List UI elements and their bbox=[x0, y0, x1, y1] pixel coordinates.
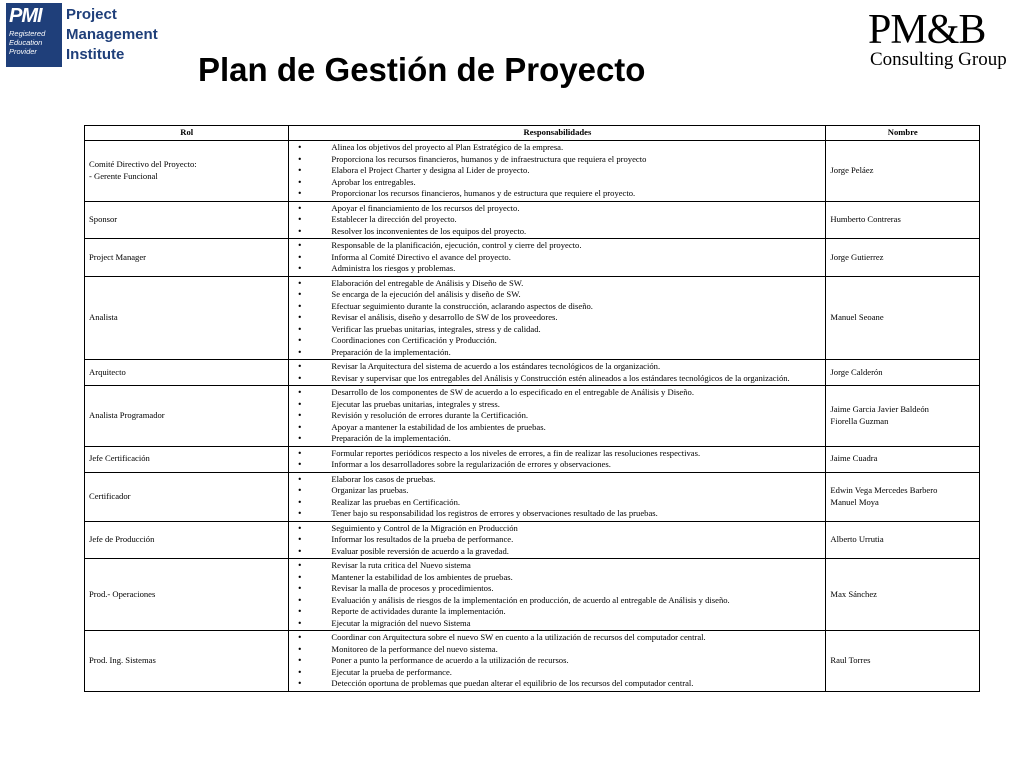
responsibility-list bbox=[293, 523, 821, 558]
responsibility-item: • Organizar las pruebas. bbox=[293, 485, 821, 497]
responsibilities-cell bbox=[289, 472, 826, 521]
name-cell: Alberto Urrutia bbox=[826, 521, 980, 559]
role-cell: Arquitecto bbox=[85, 360, 289, 386]
responsibility-item: • Responsable de la planificación, ejecución, control y cierre del proyecto. bbox=[293, 240, 821, 252]
role-cell: Sponsor bbox=[85, 201, 289, 239]
responsibilities-cell bbox=[289, 276, 826, 360]
responsibility-list bbox=[293, 361, 821, 384]
role-cell: Comité Directivo del Proyecto: - Gerente Funcional bbox=[85, 141, 289, 202]
responsibility-item: • Revisar la ruta critica del Nuevo sistema bbox=[293, 560, 821, 572]
pmi-logo-text-line: Management bbox=[66, 26, 158, 43]
responsibility-list bbox=[293, 203, 821, 238]
responsibility-item: • Ejecutar la migración del nuevo Sistema bbox=[293, 618, 821, 630]
table-body bbox=[85, 141, 980, 692]
pmi-logo-mark-text: PMI bbox=[9, 5, 42, 27]
responsibility-item: • Desarrollo de los componentes de SW de acuerdo a lo especificado en el entregable de Análisis y Diseño. bbox=[293, 387, 821, 399]
pmi-logo bbox=[6, 3, 158, 67]
pmi-logo-text-line: Project bbox=[66, 6, 117, 23]
responsibilities-cell bbox=[289, 559, 826, 631]
responsibility-item: • Detección oportuna de problemas que puedan alterar el equilibrio de los recursos del computador central. bbox=[293, 678, 821, 690]
responsibility-item: • Monitoreo de la performance del nuevo sistema. bbox=[293, 644, 821, 656]
responsibilities-cell bbox=[289, 239, 826, 277]
column-header-responsabilidades: Responsabilidades bbox=[289, 126, 826, 141]
responsibility-item: • Informar a los desarrolladores sobre la regularización de errores y observaciones. bbox=[293, 459, 821, 471]
responsibility-item: • Revisión y resolución de errores durante la Certificación. bbox=[293, 410, 821, 422]
responsibility-list bbox=[293, 387, 821, 445]
pmi-logo-sub-line: Registered bbox=[9, 29, 46, 38]
responsibility-item: • Resolver los inconvenientes de los equipos del proyecto. bbox=[293, 226, 821, 238]
responsibility-list bbox=[293, 448, 821, 471]
responsibility-item: • Realizar las pruebas en Certificación. bbox=[293, 497, 821, 509]
responsibility-item: • Mantener la estabilidad de los ambientes de pruebas. bbox=[293, 572, 821, 584]
responsibility-list bbox=[293, 474, 821, 520]
table-row bbox=[85, 276, 980, 360]
responsibility-item: • Informar los resultados de la prueba de performance. bbox=[293, 534, 821, 546]
table-row bbox=[85, 521, 980, 559]
name-cell: Humberto Contreras bbox=[826, 201, 980, 239]
name-cell: Jorge Calderón bbox=[826, 360, 980, 386]
table-row bbox=[85, 239, 980, 277]
column-header-rol: Rol bbox=[85, 126, 289, 141]
responsibility-list bbox=[293, 632, 821, 690]
responsibilities-cell bbox=[289, 141, 826, 202]
responsibilities-cell bbox=[289, 521, 826, 559]
table-row bbox=[85, 559, 980, 631]
column-header-nombre: Nombre bbox=[826, 126, 980, 141]
responsibility-item: • Tener bajo su responsabilidad los registros de errores y observaciones resultado de las pruebas. bbox=[293, 508, 821, 520]
responsibility-item: • Apoyar a mantener la estabilidad de los ambientes de pruebas. bbox=[293, 422, 821, 434]
responsibility-item: • Formular reportes periódicos respecto a los niveles de errores, a fin de realizar las resoluciones respectivas. bbox=[293, 448, 821, 460]
name-cell: Jaime Garcia Javier Baldeón Fiorella Guzman bbox=[826, 386, 980, 447]
responsibilities-cell bbox=[289, 360, 826, 386]
responsibilities-cell bbox=[289, 446, 826, 472]
responsibility-item: • Reporte de actividades durante la implementación. bbox=[293, 606, 821, 618]
responsibility-list bbox=[293, 560, 821, 629]
name-cell: Jorge Gutierrez bbox=[826, 239, 980, 277]
responsibility-item: • Seguimiento y Control de la Migración en Producción bbox=[293, 523, 821, 535]
table-row bbox=[85, 386, 980, 447]
responsibility-item: • Revisar la Arquitectura del sistema de acuerdo a los estándares tecnológicos de la organización. bbox=[293, 361, 821, 373]
responsibility-item: • Elaborar los casos de pruebas. bbox=[293, 474, 821, 486]
responsibility-item: • Coordinaciones con Certificación y Producción. bbox=[293, 335, 821, 347]
responsibility-item: • Efectuar seguimiento durante la construcción, aclarando aspectos de diseño. bbox=[293, 301, 821, 313]
responsibility-table bbox=[84, 125, 980, 692]
responsibility-item: • Evaluación y análisis de riesgos de la implementación en producción, de acuerdo al entregable de Análisis y diseño. bbox=[293, 595, 821, 607]
table-header-row bbox=[85, 126, 980, 141]
pmi-logo-text-line: Institute bbox=[66, 46, 125, 63]
responsibility-item: • Establecer la dirección del proyecto. bbox=[293, 214, 821, 226]
responsibility-list bbox=[293, 142, 821, 200]
pmb-logo-sub: Consulting Group bbox=[870, 49, 1007, 70]
responsibilities-cell bbox=[289, 201, 826, 239]
name-cell: Jaime Cuadra bbox=[826, 446, 980, 472]
role-cell: Analista bbox=[85, 276, 289, 360]
responsibility-list bbox=[293, 240, 821, 275]
responsibility-item: • Alinea los objetivos del proyecto al Plan Estratégico de la empresa. bbox=[293, 142, 821, 154]
responsibility-item: • Elabora el Project Charter y designa al Lider de proyecto. bbox=[293, 165, 821, 177]
pmi-logo-text bbox=[66, 5, 158, 65]
pmi-logo-sub-line: Provider bbox=[9, 47, 37, 56]
role-cell: Prod.- Operaciones bbox=[85, 559, 289, 631]
role-cell: Certificador bbox=[85, 472, 289, 521]
role-cell: Jefe Certificación bbox=[85, 446, 289, 472]
name-cell: Max Sánchez bbox=[826, 559, 980, 631]
responsibility-item: • Coordinar con Arquitectura sobre el nuevo SW en cuento a la utilización de recursos del computador central. bbox=[293, 632, 821, 644]
responsibility-item: • Informa al Comité Directivo el avance del proyecto. bbox=[293, 252, 821, 264]
name-cell: Jorge Peláez bbox=[826, 141, 980, 202]
responsibility-item: • Evaluar posible reversión de acuerdo a la gravedad. bbox=[293, 546, 821, 558]
table-row bbox=[85, 201, 980, 239]
table-row bbox=[85, 446, 980, 472]
table-row bbox=[85, 472, 980, 521]
responsibility-item: • Revisar el análisis, diseño y desarrollo de SW de los proveedores. bbox=[293, 312, 821, 324]
responsibility-item: • Revisar la malla de procesos y procedimientos. bbox=[293, 583, 821, 595]
responsibility-item: • Preparación de la implementación. bbox=[293, 347, 821, 359]
pmi-logo-mark bbox=[6, 3, 62, 67]
table-row bbox=[85, 360, 980, 386]
pmi-logo-sub bbox=[9, 29, 45, 56]
responsibility-item: • Elaboración del entregable de Análisis y Diseño de SW. bbox=[293, 278, 821, 290]
responsibility-item: • Verificar las pruebas unitarias, integrales, stress y de calidad. bbox=[293, 324, 821, 336]
responsibility-item: • Revisar y supervisar que los entregables del Análisis y Construcción estén alineados a los estándares tecnológicos de la organización. bbox=[293, 373, 821, 385]
role-cell: Prod. Ing. Sistemas bbox=[85, 631, 289, 692]
name-cell: Manuel Seoane bbox=[826, 276, 980, 360]
name-cell: Edwin Vega Mercedes Barbero Manuel Moya bbox=[826, 472, 980, 521]
responsibility-item: • Preparación de la implementación. bbox=[293, 433, 821, 445]
name-cell: Raul Torres bbox=[826, 631, 980, 692]
responsibility-item: • Ejecutar la prueba de performance. bbox=[293, 667, 821, 679]
role-cell: Project Manager bbox=[85, 239, 289, 277]
responsibilities-cell bbox=[289, 631, 826, 692]
pmb-logo-main: PM&B bbox=[868, 7, 986, 53]
responsibility-item: • Poner a punto la performance de acuerdo a la utilización de recursos. bbox=[293, 655, 821, 667]
page-title: Plan de Gestión de Proyecto bbox=[198, 51, 646, 88]
responsibility-item: • Proporciona los recursos financieros, humanos y de infraestructura que requiera el proyecto bbox=[293, 154, 821, 166]
table-row bbox=[85, 631, 980, 692]
responsibility-item: • Aprobar los entregables. bbox=[293, 177, 821, 189]
table-row bbox=[85, 141, 980, 202]
pmb-logo bbox=[868, 8, 1018, 72]
responsibility-item: • Administra los riesgos y problemas. bbox=[293, 263, 821, 275]
responsibility-item: • Ejecutar las pruebas unitarias, integrales y stress. bbox=[293, 399, 821, 411]
responsibility-item: • Apoyar el financiamiento de los recursos del proyecto. bbox=[293, 203, 821, 215]
responsibility-item: • Se encarga de la ejecución del análisis y diseño de SW. bbox=[293, 289, 821, 301]
role-cell: Analista Programador bbox=[85, 386, 289, 447]
responsibility-list bbox=[293, 278, 821, 359]
responsibilities-cell bbox=[289, 386, 826, 447]
pmi-logo-sub-line: Education bbox=[9, 38, 43, 47]
role-cell: Jefe de Producción bbox=[85, 521, 289, 559]
responsibility-item: • Proporcionar los recursos financieros, humanos y de estructura que requiere el proyecto. bbox=[293, 188, 821, 200]
